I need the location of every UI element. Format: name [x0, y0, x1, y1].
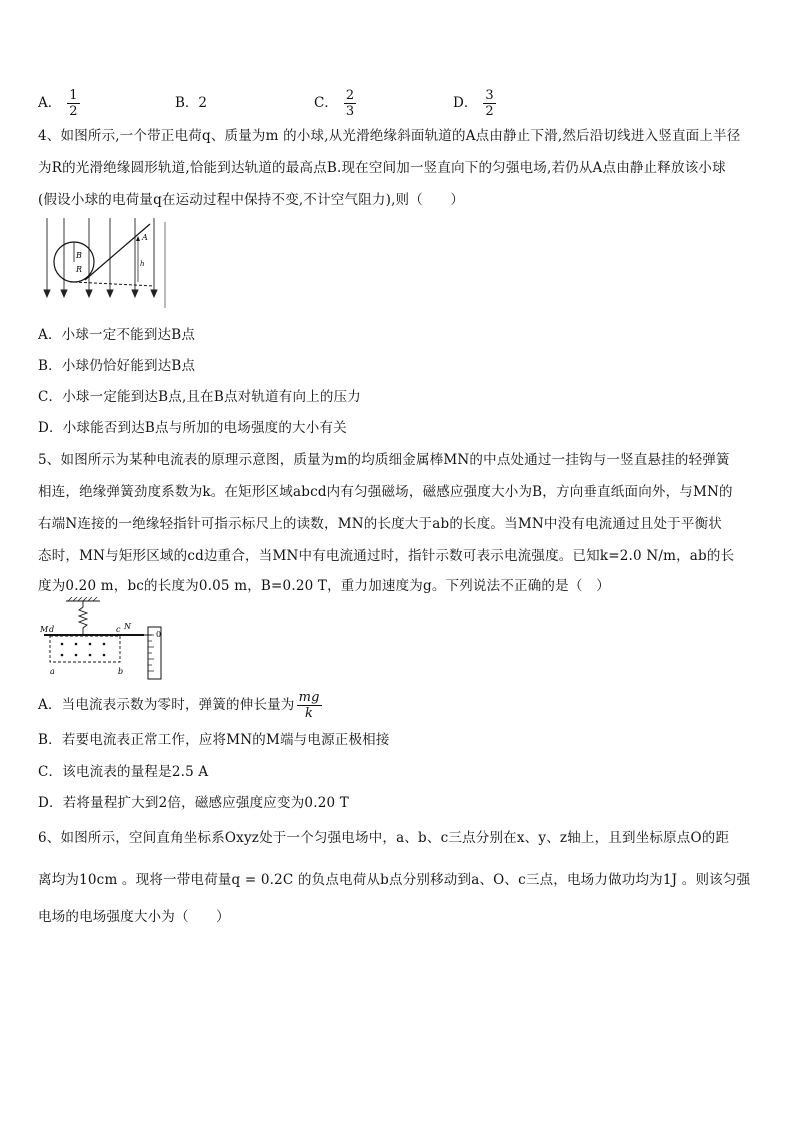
- q4-label-R: R: [76, 265, 83, 274]
- q5-label-d: d: [49, 625, 55, 634]
- q4-stem-line-3: (假设小球的电荷量q在运动过程中保持不变,不计空气阻力),则（ ）: [38, 192, 465, 208]
- q3-option-c: C． $\frac{2}{3}$: [314, 88, 355, 119]
- q5-label-a: a: [50, 667, 55, 676]
- q5-stem-line-2: 相连，绝缘弹簧劲度系数为k。在矩形区域abcd内有匀强磁场，磁感应强度大小为B，方向垂直纸面向外，与MN的: [38, 484, 733, 500]
- q4-option-c: C．小球一定能到达B点,且在B点对轨道有向上的压力: [38, 389, 361, 405]
- q5-option-d: D．若将量程扩大到2倍，磁感应强度应变为0.20 T: [38, 795, 349, 811]
- q5-label-N: N: [124, 622, 131, 631]
- q5-stem-line-1: 5、如图所示为某种电流表的原理示意图，质量为m的均质细金属棒MN的中点处通过一挂钩与一竖直悬挂的轻弹簧: [38, 452, 730, 468]
- q4-track-figure: [38, 214, 170, 310]
- q6-stem-line-2: 离均为10cm 。现将一带电荷量q = 0.2C 的负点电荷从b点分别移动到a、O、c三点，电场力做功均为1J 。则该匀强: [38, 872, 751, 888]
- q5-option-a: A．当电流表示数为零时，弹簧的伸长量为 $\frac{mg}{k}$: [38, 690, 320, 721]
- q5-stem-line-5: 度为0.20 m，bc的长度为0.05 m，B=0.20 T，重力加速度为g。下列说法不正确的是（ ）: [38, 578, 610, 594]
- q4-stem-line-1: 4、如图所示,一个带正电荷q、质量为m 的小球,从光滑绝缘斜面轨道的A点由静止下滑,然后沿切线进入竖直面上半径: [38, 128, 741, 144]
- q4-option-a: A．小球一定不能到达B点: [38, 327, 196, 343]
- q6-stem-line-3: 电场的电场强度大小为（ ）: [38, 909, 230, 925]
- q5-label-zero: 0: [156, 630, 162, 639]
- q4-stem-line-2: 为R的光滑绝缘圆形轨道,恰能到达轨道的最高点B.现在空间加一竖直向下的匀强电场,若仍从A点由静止释放该小球: [38, 160, 726, 176]
- q5-option-b: B．若要电流表正常工作，应将MN的M端与电源正极相接: [38, 732, 390, 748]
- q4-label-B: B: [76, 251, 82, 260]
- q5-label-b: b: [118, 667, 124, 676]
- q3-option-d: D． $\frac{3}{2}$: [453, 88, 494, 119]
- q6-stem-line-1: 6、如图所示，空间直角坐标系Oxyz处于一个匀强电场中，a、b、c三点分别在x、y、z轴上，且到坐标原点O的距: [38, 830, 730, 846]
- q4-label-h: h: [140, 260, 145, 268]
- q5-ammeter-figure: [38, 597, 168, 681]
- q3-option-a: A． $\frac{1}{2}$: [38, 88, 78, 119]
- q3-option-b: B．2: [175, 95, 208, 111]
- q4-label-A: A: [142, 233, 148, 242]
- q5-option-c: C．该电流表的量程是2.5 A: [38, 764, 209, 780]
- q5-stem-line-3: 右端N连接的一绝缘轻指针可指示标尺上的读数，MN的长度大于ab的长度。当MN中没有电流通过且处于平衡状: [38, 516, 722, 532]
- q4-option-b: B．小球仍恰好能到达B点: [38, 358, 196, 374]
- q5-stem-line-4: 态时，MN与矩形区域的cd边重合，当MN中有电流通过时，指针示数可表示电流强度。已知k=2.0 N/m，ab的长: [38, 548, 735, 564]
- q4-option-d: D．小球能否到达B点与所加的电场强度的大小有关: [38, 420, 347, 436]
- q5-label-M: M: [40, 625, 49, 634]
- q5-label-c: c: [116, 625, 121, 634]
